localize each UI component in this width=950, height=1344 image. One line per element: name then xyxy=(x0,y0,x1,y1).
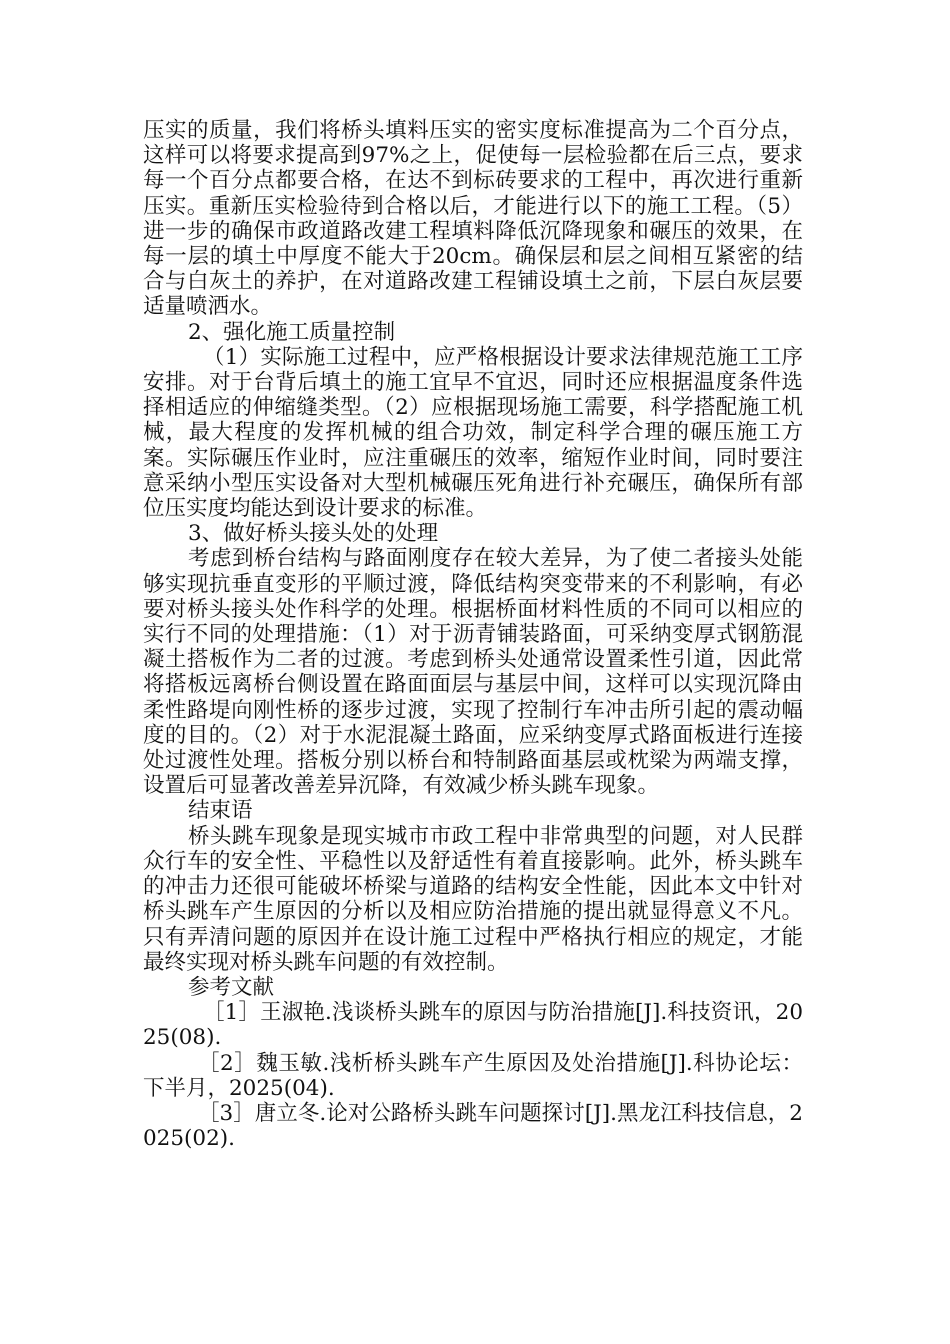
paragraph-bridge-joint-treatment: 考虑到桥台结构与路面刚度存在较大差异，为了使二者接头处能够实现抗垂直变形的平顺过渡，降低结构突变带来的不利影响，有必要对桥头接头处作科学的处理。根据桥面材料性质的不同可以相应的实行不同的处理措施：（1）对于沥青铺装路面，可采纳变厚式钢筋混凝土搭板作为二者的过渡。考虑到桥头处通常设置柔性引道，因此常将搭板远离桥台侧设置在路面面层与基层中间，这样可以实现沉降由柔性路堤向刚性桥的逐步过渡，实现了控制行车冲击所引起的震动幅度的目的。（2）对于水泥混凝土路面，应采纳变厚式路面板进行连接处过渡性处理。搭板分别以桥台和特制路面基层或枕梁为两端支撑，设置后可显著改善差异沉降，有效减少桥头跳车现象。 xyxy=(143,546,803,799)
paragraph-compaction-quality: 压实的质量，我们将桥头填料压实的密实度标准提高为二个百分点，这样可以将要求提高到97%之上，促使每一层检验都在后三点，要求每一个百分点都要合格，在达不到标砖要求的工程中，再次进行重新压实。重新压实检验待到合格以后，才能进行以下的施工工程。（5）进一步的确保市政道路改建工程填料降低沉降现象和碾压的效果，在每一层的填土中厚度不能大于20cm。确保层和层之间相互紧密的结合与白灰土的养护，在对道路改建工程铺设填土之前，下层白灰层要适量喷洒水。 xyxy=(143,118,803,320)
reference-item-3: ［3］唐立冬.论对公路桥头跳车问题探讨[J].黑龙江科技信息，2025(02). xyxy=(143,1100,803,1152)
heading-construction-quality-control: 2、强化施工质量控制 xyxy=(188,319,396,345)
heading-bridge-joint-treatment: 3、做好桥头接头处的处理 xyxy=(188,521,439,547)
heading-conclusion: 结束语 xyxy=(188,798,253,824)
paragraph-conclusion: 桥头跳车现象是现实城市市政工程中非常典型的问题，对人民群众行车的安全性、平稳性以及舒适性有着直接影响。此外，桥头跳车的冲击力还很可能破坏桥梁与道路的结构安全性能，因此本文中针对桥头跳车产生原因的分析以及相应防治措施的提出就显得意义不凡。只有弄清问题的原因并在设计施工过程中严格执行相应的规定，才能最终实现对桥头跳车问题的有效控制。 xyxy=(143,823,803,975)
paragraph-construction-quality-control: （1）实际施工过程中，应严格根据设计要求法律规范施工工序安排。对于台背后填土的施工宜早不宜迟，同时还应根据温度条件选择相适应的伸缩缝类型。（2）应根据现场施工需要，科学搭配施工机械，最大程度的发挥机械的组合功效，制定科学合理的碾压施工方案。实际碾压作业时，应注重碾压的效率，缩短作业时间，同时要注意采纳小型压实设备对大型机械碾压死角进行补充碾压，确保所有部位压实度均能达到设计要求的标准。 xyxy=(143,344,803,522)
heading-references: 参考文献 xyxy=(188,974,275,1000)
reference-item-2: ［2］魏玉敏.浅析桥头跳车产生原因及处治措施[J].科协论坛：下半月，2025(04). xyxy=(143,1050,803,1101)
reference-item-1: ［1］王淑艳.浅谈桥头跳车的原因与防治措施[J].科技资讯，2025(08). xyxy=(143,1000,803,1051)
document-page xyxy=(143,118,803,1151)
